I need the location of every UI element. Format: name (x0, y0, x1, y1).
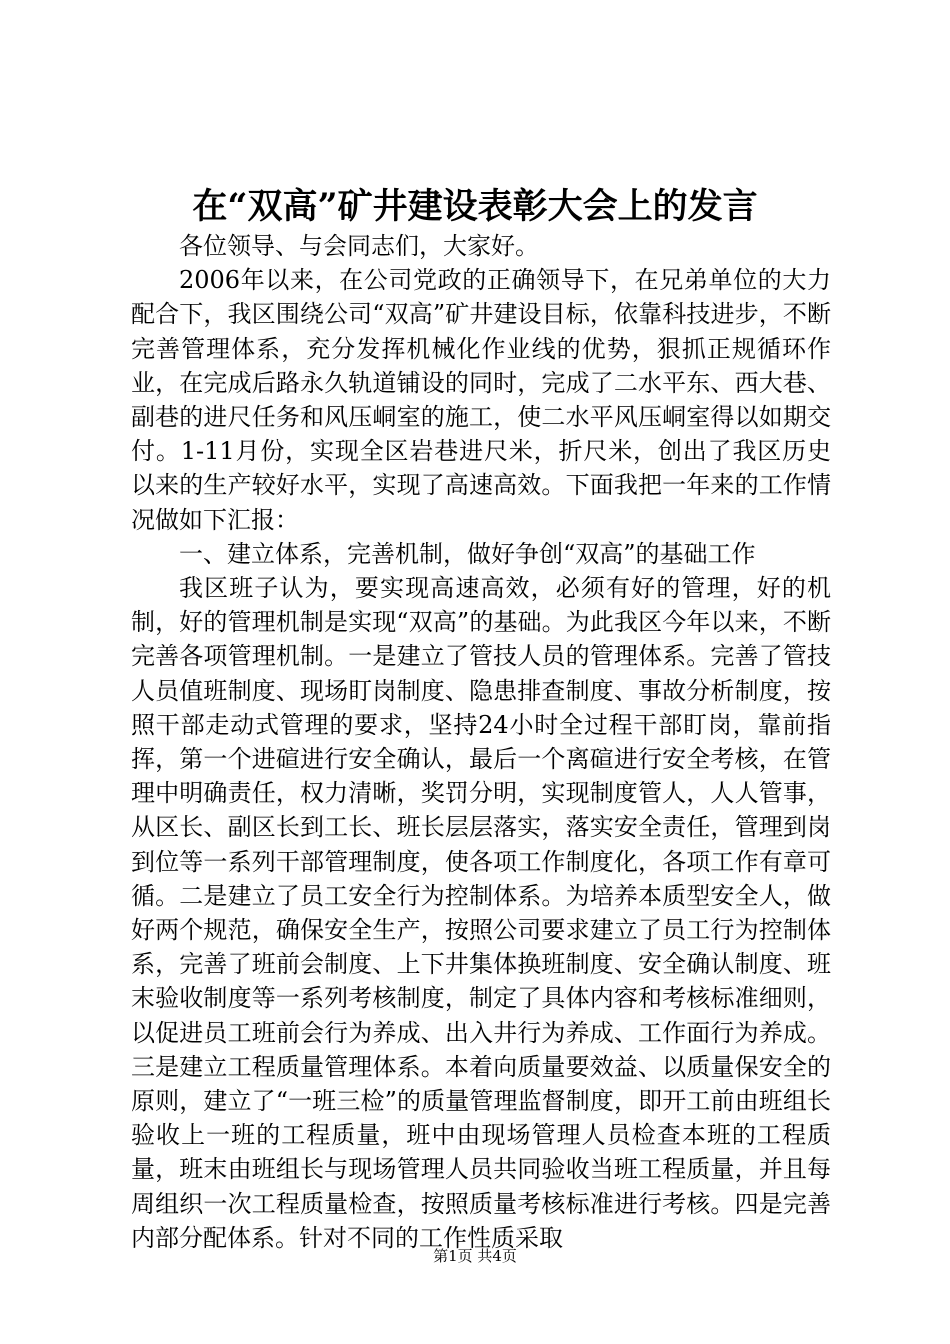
section-heading-1: 一、建立体系，完善机制，做好争创“双高”的基础工作 (179, 539, 756, 568)
document-body (131, 229, 831, 1255)
paragraph-introduction: 2006年以来，在公司党政的正确领导下，在兄弟单位的大力配合下，我区围绕公司“双高”矿井建设目标，依靠科技进步，不断完善管理体系，充分发挥机械化作业线的优势，狠抓正规循环作业，在完成后路永久轨道铺设的同时，完成了二水平东、西大巷、副巷的进尺任务和风压峒室的施工，使二水平风压峒室得以如期交付。1-11月份，实现全区岩巷进尺米，折尺米，创出了我区历史以来的生产较好水平，实现了高速高效。下面我把一年来的工作情况做如下汇报： (131, 266, 831, 534)
paragraph-greeting: 各位领导、与会同志们，大家好。 (179, 232, 539, 260)
paragraph-section-1-body: 我区班子认为，要实现高速高效，必须有好的管理，好的机制，好的管理机制是实现“双高”的基础。为此我区今年以来，不断完善各项管理机制。一是建立了管技人员的管理体系。完善了管技人员值班制度、现场盯岗制度、隐患排查制度、事故分析制度，按照干部走动式管理的要求，坚持24小时全过程干部盯岗，靠前指挥，第一个进碹进行安全确认，最后一个离碹进行安全考核，在管理中明确责任，权力清晰，奖罚分明，实现制度管人，人人管事，从区长、副区长到工长、班长层层落实，落实安全责任，管理到岗到位等一系列干部管理制度，使各项工作制度化，各项工作有章可循。二是建立了员工安全行为控制体系。为培养本质型安全人，做好两个规范，确保安全生产，按照公司要求建立了员工行为控制体系，完善了班前会制度、上下井集体换班制度、安全确认制度、班末验收制度等一系列考核制度，制定了具体内容和考核标准细则，以促进员工班前会行为养成、出入井行为养成、工作面行为养成。三是建立工程质量管理体系。本着向质量要效益、以质量保安全的原则，建立了“一班三检”的质量管理监督制度，即开工前由班组长验收上一班的工程质量，班中由现场管理人员检查本班的工程质量，班末由班组长与现场管理人员共同验收当班工程质量，并且每周组织一次工程质量检查，按照质量考核标准进行考核。四是完善内部分配体系。针对不同的工作性质采取 (131, 574, 831, 1252)
page-number-footer: 第1页 共4页 (433, 1247, 517, 1265)
document-title: 在“双高”矿井建设表彰大会上的发言 (192, 186, 758, 227)
